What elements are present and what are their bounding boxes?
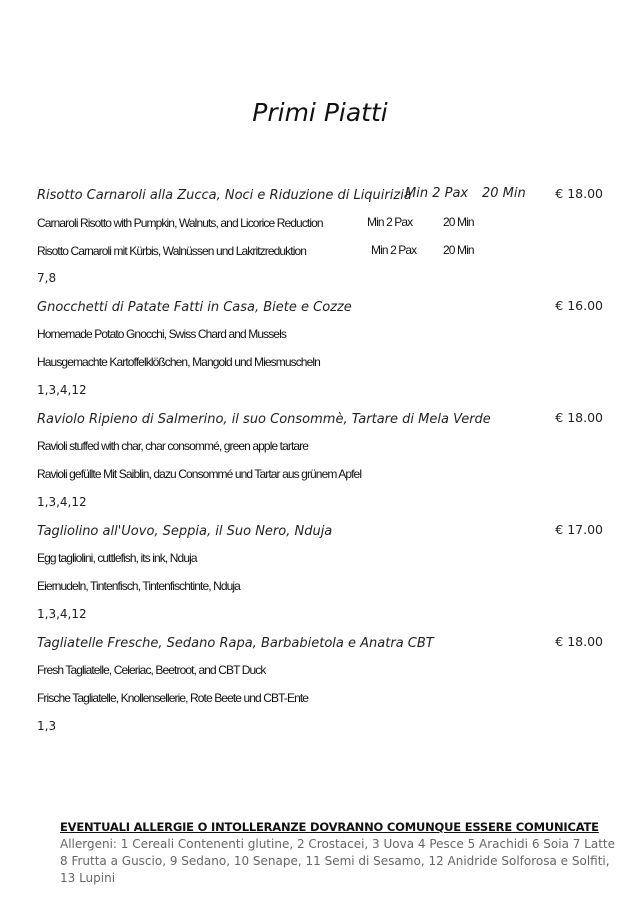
dish-name-de [37, 239, 603, 267]
dish-name-en [37, 211, 603, 239]
dish-cook-time-en: 20 Min [443, 215, 474, 229]
dish-name-it [37, 519, 603, 547]
dish-name-de: Ravioli gefüllte Mit Saiblin, dazu Consommé und Tartar aus grünem Apfel [37, 467, 362, 481]
dish-allergens: 1,3,4,12 [37, 383, 87, 397]
dish-name-it [37, 295, 603, 323]
dish-min-pax-de: Min 2 Pax [371, 243, 417, 257]
dish-price: € 18.00 [555, 410, 603, 425]
allergen-footer [60, 820, 620, 887]
dish-list [37, 183, 603, 743]
dish-cook-time-de: 20 Min [443, 243, 474, 257]
dish-allergens: 1,3,4,12 [37, 607, 87, 621]
page-title: Primi Piatti [252, 98, 388, 127]
dish-allergens: 1,3,4,12 [37, 495, 87, 509]
dish-name-it [37, 183, 603, 211]
dish-price: € 18.00 [555, 186, 603, 201]
dish-name-it-text: Tagliatelle Fresche, Sedano Rapa, Barbabietola e Anatra CBT [37, 636, 434, 651]
dish-allergens: 1,3 [37, 719, 57, 733]
dish-name-it [37, 407, 603, 435]
dish-min-pax: Min 2 Pax [405, 186, 469, 201]
dish-allergens: 7,8 [37, 271, 57, 285]
dish-name-it [37, 631, 603, 659]
dish-name-it-text: Raviolo Ripieno di Salmerino, il suo Consommè, Tartare di Mela Verde [37, 412, 491, 427]
dish-name-de: Frische Tagliatelle, Knollensellerie, Rote Beete und CBT-Ente [37, 691, 309, 705]
dish-name-en: Homemade Potato Gnocchi, Swiss Chard and Mussels [37, 327, 286, 341]
dish-cook-time: 20 Min [482, 186, 526, 201]
dish-name-it-text: Risotto Carnaroli alla Zucca, Noci e Riduzione di Liquirizia [37, 188, 412, 203]
dish-name-de-text: Risotto Carnaroli mit Kürbis, Walnüssen und Lakritzreduktion [37, 244, 307, 258]
dish-name-it-text: Gnocchetti di Patate Fatti in Casa, Biete e Cozze [37, 300, 352, 315]
dish-name-it-text: Tagliolino all'Uovo, Seppia, il Suo Nero, Nduja [37, 524, 333, 539]
dish-name-de: Eiernudeln, Tintenfisch, Tintenfischtinte, Nduja [37, 579, 240, 593]
dish-min-pax-en: Min 2 Pax [367, 215, 413, 229]
dish-price: € 17.00 [555, 522, 603, 537]
dish-name-en-text: Carnaroli Risotto with Pumpkin, Walnuts, and Licorice Reduction [37, 216, 323, 230]
dish-name-en: Fresh Tagliatelle, Celeriac, Beetroot, and CBT Duck [37, 663, 266, 677]
dish-name-en: Ravioli stuffed with char, char consommé, green apple tartare [37, 439, 309, 453]
dish-name-de: Hausgemachte Kartoffelklößchen, Mangold und Miesmuscheln [37, 355, 320, 369]
dish-price: € 18.00 [555, 634, 603, 649]
allergen-list: Allergeni: 1 Cereali Contenenti glutine, 2 Crostacei, 3 Uova 4 Pesce 5 Arachidi 6 Soia 7 Latte 8 Frutta a Guscio, 9 Sedano, 10 Senape, 11 Semi di Sesamo, 12 Anidride Solforosa e Solfiti, 13 Lupini [60, 837, 616, 885]
allergy-notice: EVENTUALI ALLERGIE O INTOLLERANZE DOVRANNO COMUNQUE ESSERE COMUNICATE [60, 820, 599, 834]
dish-price: € 16.00 [555, 298, 603, 313]
dish-name-en: Egg tagliolini, cuttlefish, its ink, Nduja [37, 551, 197, 565]
